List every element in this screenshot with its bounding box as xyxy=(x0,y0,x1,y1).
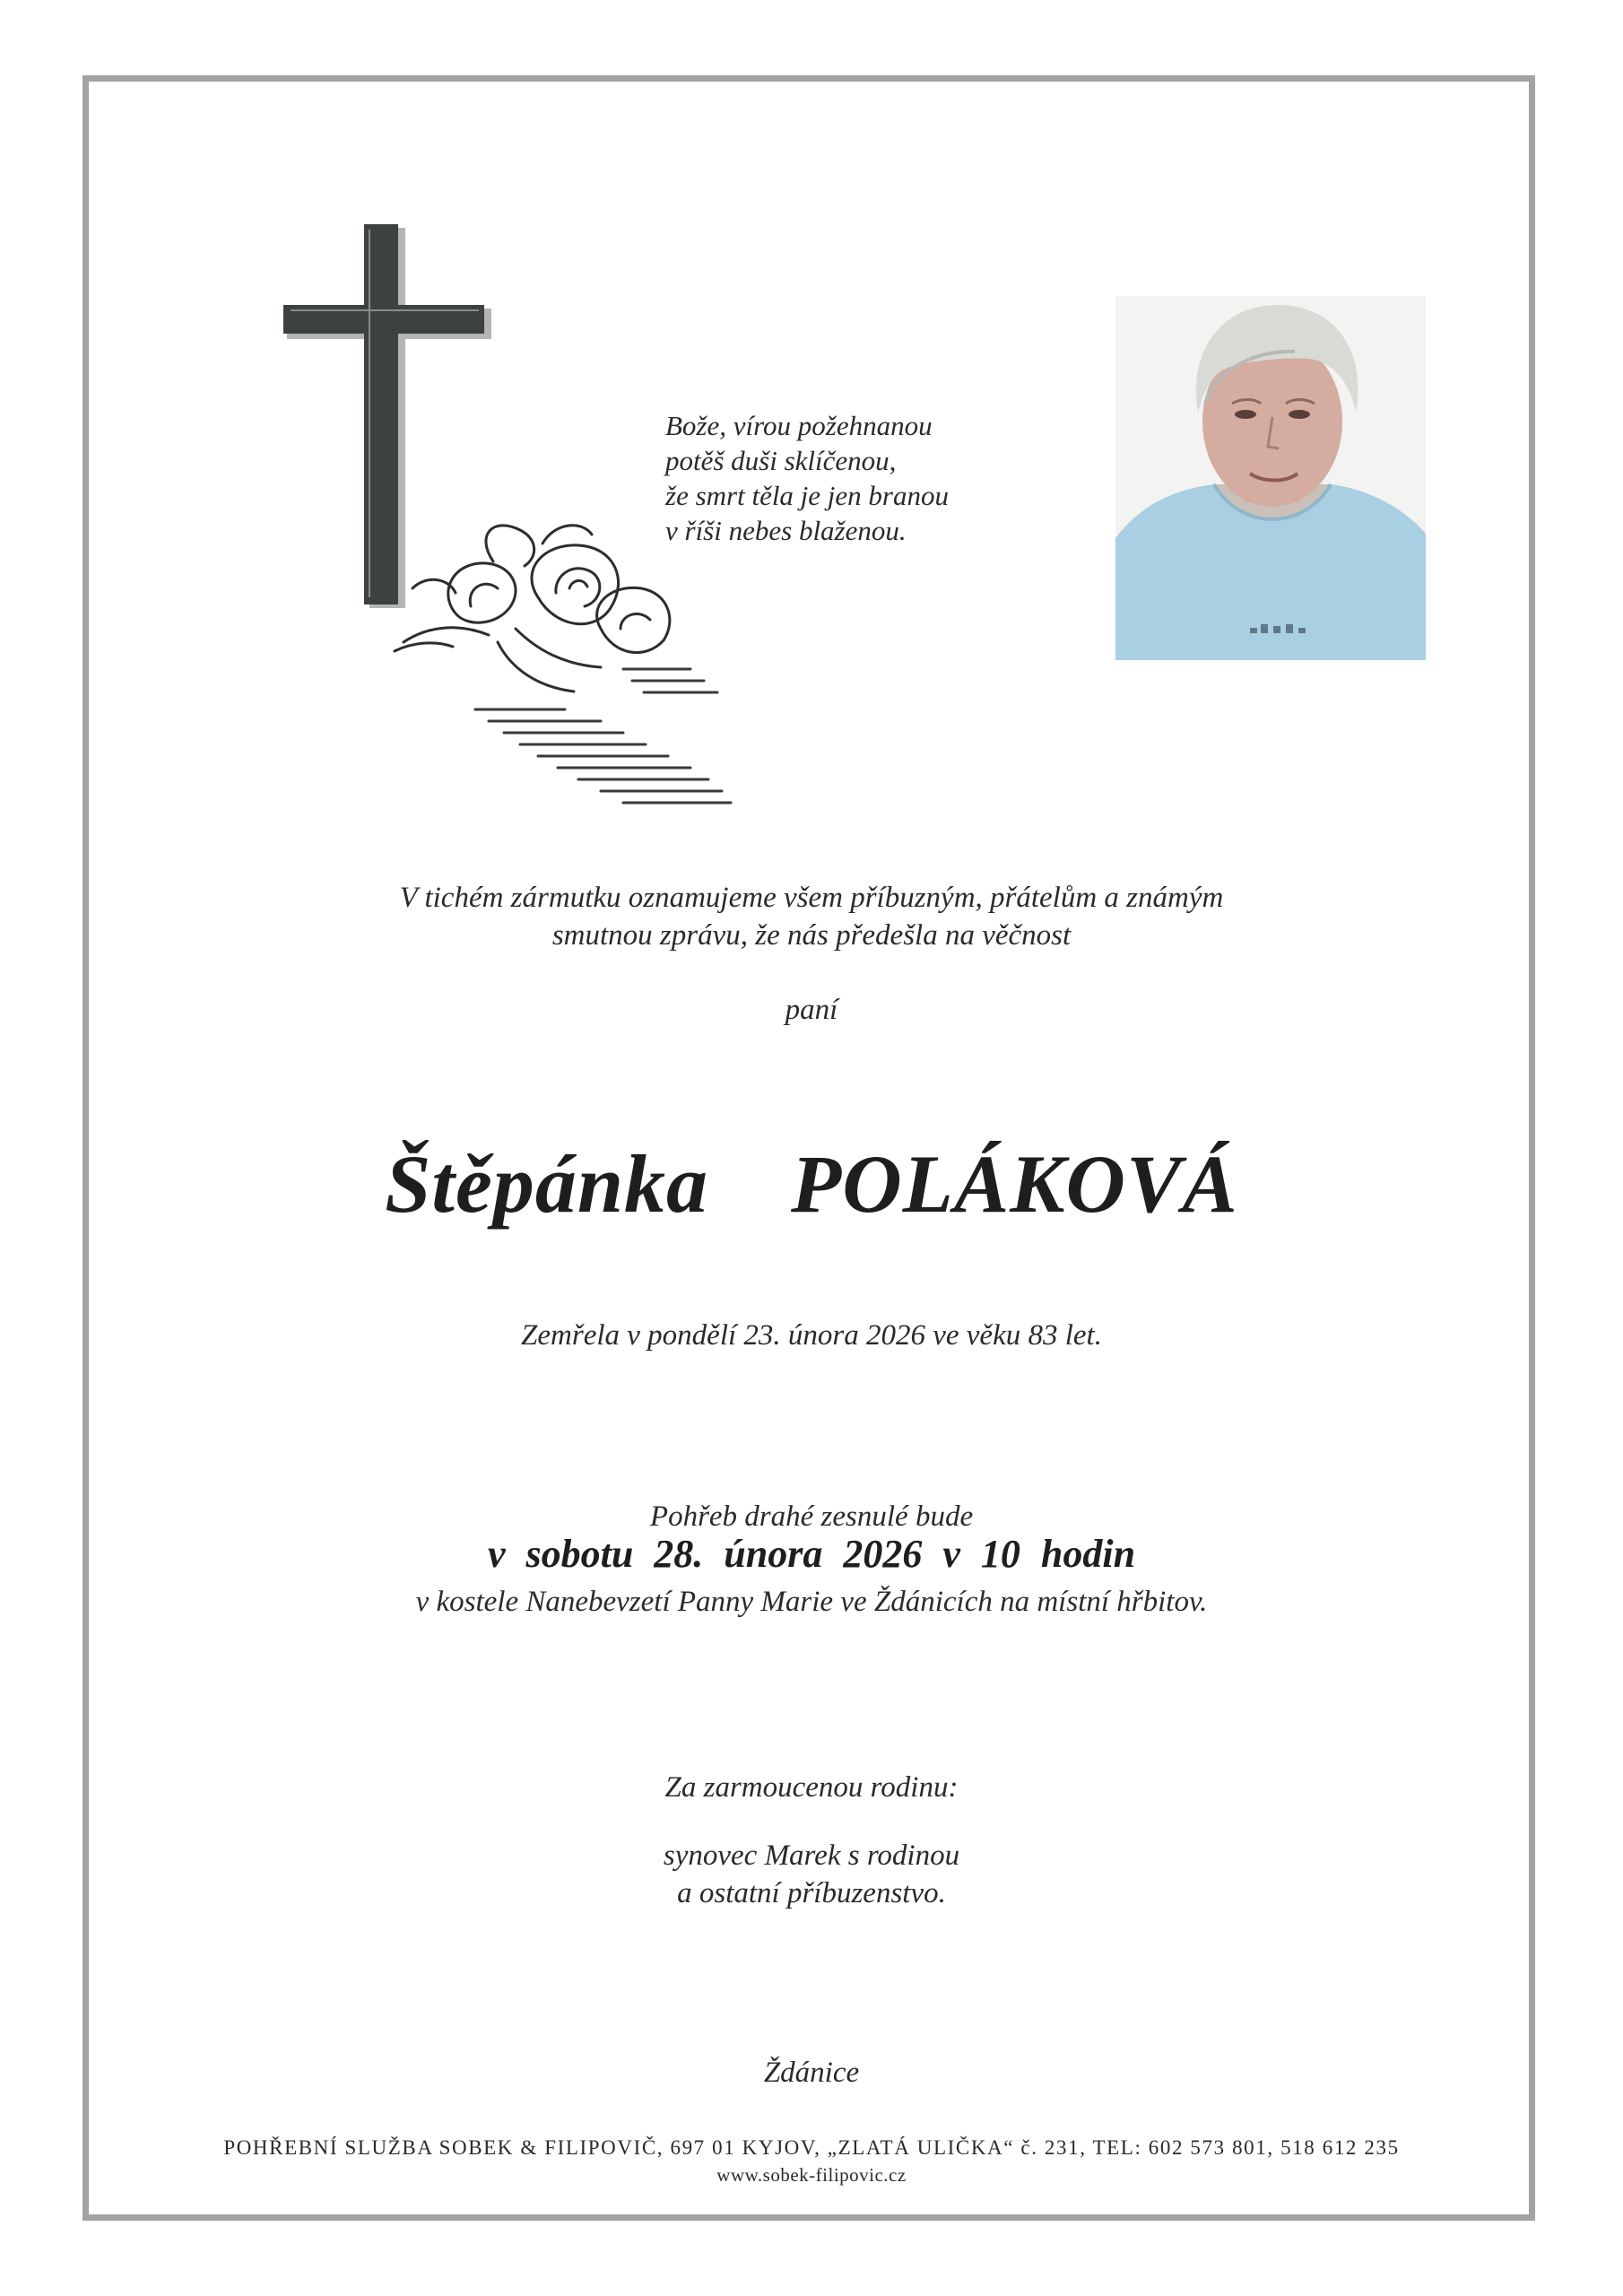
announcement-line: smutnou zprávu, že nás předešla na věčnost xyxy=(551,919,1072,952)
family-members xyxy=(0,1837,1623,1912)
verse-line: že smrt těla je jen branou xyxy=(665,480,949,511)
memorial-verse xyxy=(665,408,1078,548)
family-member-line: synovec Marek s rodinou xyxy=(663,1839,960,1872)
portrait-photo xyxy=(1115,296,1426,660)
family-member-line: a ostatní příbuzenstvo. xyxy=(677,1877,946,1909)
town-name: Ždánice xyxy=(763,2057,860,2089)
funeral-place: v kostele Nanebevzetí Panny Marie ve Ždánicích na místní hřbitov. xyxy=(415,1586,1208,1618)
family-label: Za zarmoucenou rodinu: xyxy=(664,1771,959,1804)
deceased-name: Štěpánka POLÁKOVÁ xyxy=(385,1138,1238,1230)
announcement-text xyxy=(0,879,1623,954)
announcement-line: V tichém zármutku oznamujeme všem příbuzným, přátelům a známým xyxy=(399,882,1224,914)
website-text: www.sobek-filipovic.cz xyxy=(716,2164,907,2186)
verse-line: potěš duši sklíčenou, xyxy=(665,445,897,476)
death-notice: Zemřela v pondělí 23. února 2026 ve věku 83 let. xyxy=(521,1319,1102,1352)
funeral-date: v sobotu 28. února 2026 v 10 hodin xyxy=(487,1532,1136,1576)
honorific: paní xyxy=(785,994,838,1026)
funeral-service-info: POHŘEBNÍ SLUŽBA SOBEK & FILIPOVIČ, 697 01 KYJOV, „ZLATÁ ULIČKA“ č. 231, TEL: 602 573 801, 518 612 235 xyxy=(223,2136,1400,2159)
verse-line: Bože, vírou požehnanou xyxy=(665,410,933,441)
verse-line: v říši nebes blaženou. xyxy=(665,515,907,546)
funeral-intro: Pohřeb drahé zesnulé bude xyxy=(649,1500,974,1533)
footer xyxy=(0,2135,1623,2188)
